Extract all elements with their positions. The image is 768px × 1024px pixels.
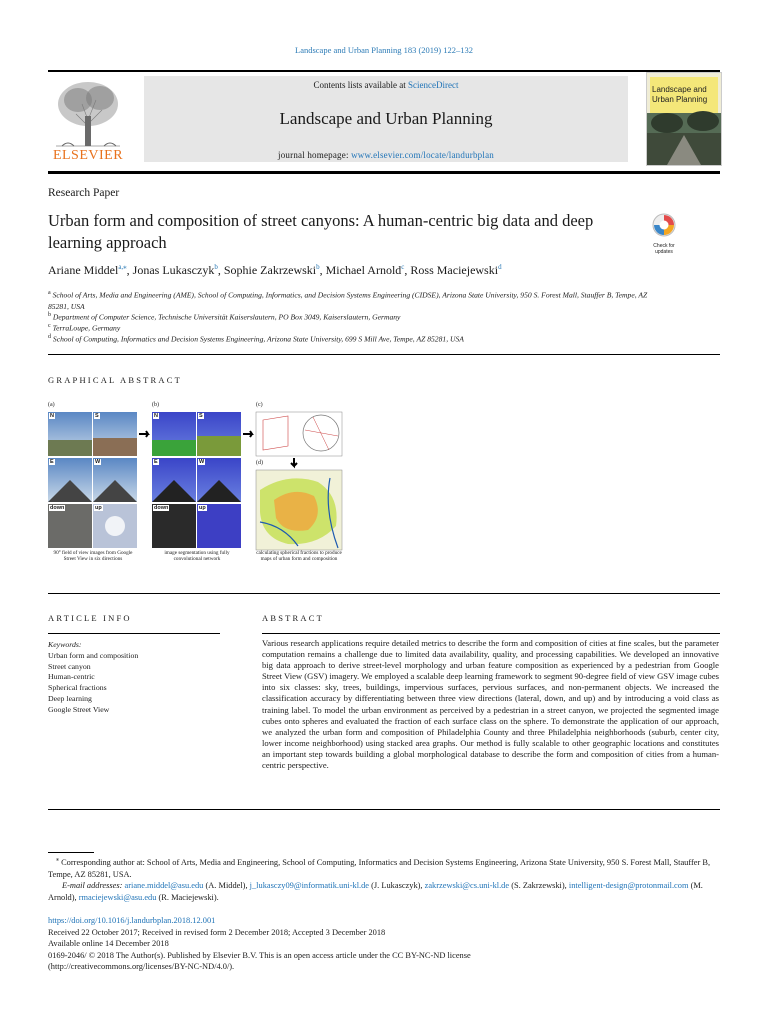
elsevier-logo — [48, 76, 128, 164]
affiliation-marker: d — [48, 334, 51, 340]
author-affiliation-link[interactable]: b — [214, 263, 218, 271]
direction-label: S — [199, 413, 203, 419]
affiliation-text: Department of Computer Science, Technische Universität Kaiserslautern, PO Box 3049, Kaiserslautern, Germany — [51, 312, 401, 322]
header-top-rule — [48, 70, 720, 72]
affiliation — [48, 288, 648, 312]
email-link[interactable]: intelligent-design@protonmail.com — [568, 881, 689, 891]
email-link[interactable]: j_lukasczy09@informatik.uni-kl.de — [249, 881, 370, 891]
arrow-b-c-icon — [243, 431, 252, 437]
author-name: Jonas Lukasczyk — [132, 263, 215, 277]
keywords-label: Keywords: — [48, 640, 82, 649]
email-label: E-mail addresses: — [62, 881, 123, 891]
email-owner: (A. Middel), — [203, 881, 250, 891]
homepage-link[interactable]: www.elsevier.com/locate/landurbplan — [351, 150, 494, 160]
article-type: Research Paper — [48, 187, 120, 199]
keyword[interactable]: Google Street View — [48, 704, 110, 714]
affiliation-marker: b — [48, 312, 51, 318]
keywords-list — [48, 651, 138, 716]
caption-a: 90° field of view images from Google Street View in six directions — [53, 550, 133, 563]
affiliation-text: School of Computing, Informatics and Decision Systems Engineering, Arizona State University, 699 S Mill Ave, Tempe, AZ 85281, USA — [51, 334, 464, 344]
email-link[interactable]: zakrzewski@cs.uni-kl.de — [424, 881, 510, 891]
direction-label: down — [50, 505, 65, 511]
rule-after-abstract — [48, 809, 720, 810]
affiliation-marker: a — [48, 290, 51, 296]
footnote-rule — [48, 852, 94, 853]
panel-label-c: (c) — [256, 402, 263, 408]
author-affiliation-link[interactable]: c — [401, 263, 405, 271]
abstract-heading: ABSTRACT — [262, 613, 324, 623]
publisher-wordmark: ELSEVIER — [52, 148, 124, 163]
journal-banner — [144, 76, 628, 162]
email-owner: (J. Lukasczyk), — [369, 881, 425, 891]
author-affiliation-link[interactable]: a,⁎ — [118, 263, 127, 271]
article-info-heading: ARTICLE INFO — [48, 613, 132, 623]
cover-title: Landscape and Urban Planning — [652, 85, 708, 104]
footnote-marker: ⁎ — [56, 857, 59, 863]
email-link[interactable]: ariane.middel@asu.edu — [124, 881, 204, 891]
direction-label: E — [154, 459, 158, 465]
author-name: Michael Arnold — [325, 263, 402, 277]
author-name: Ariane Middel — [48, 263, 119, 277]
sciencedirect-link[interactable]: ScienceDirect — [408, 80, 459, 90]
corresponding-footnote — [48, 855, 720, 904]
direction-label: W — [95, 459, 101, 465]
affiliation-text: TerraLoupe, Germany — [50, 323, 121, 333]
keyword[interactable]: Urban form and composition — [48, 650, 139, 660]
author-name: Ross Maciejewski — [410, 263, 499, 277]
received-dates: Received 22 October 2017; Received in revised form 2 December 2018; Accepted 3 December 2018 — [48, 927, 386, 937]
author-affiliation-link[interactable]: b — [316, 263, 320, 271]
header-bottom-rule — [48, 171, 720, 174]
contents-line: Contents lists available at ScienceDirect — [313, 80, 459, 90]
corresponding-text: Corresponding author at: School of Arts, Media and Engineering, School of Computing, Informatics and Decision Systems Engineering, Arizona State University, 950 S. Forest Mall, Stauffer B, Tempe, AZ 85281, USA. — [48, 857, 711, 879]
journal-cover — [646, 72, 722, 166]
panel-a-images — [48, 412, 137, 548]
publication-info — [48, 915, 720, 973]
abstract-text: Various research applications require detailed metrics to describe the form and composition of cities at fine scales, but the parameter computation remains a challenge due to limited data availability, quality, and processing capabilities. We developed an innovative big data approach to derive street-level morphology and urban feature composition as experienced by a pedestrian from Google Street View (GSV) imagery. We employed a scalable deep learning framework to segment 90-degree field of view GSV image cubes into six classes: sky, trees, buildings, impervious surfaces, pervious surfaces, and non-permanent objects. We increased the classification accuracy by differentiating between three view directions (lateral, down, and up) and by introducing a void class as training label. To model the urban environment as perceived by a pedestrian in a street canyon, we projected the segmented image cubes onto spheres and evaluated the fraction of each surface class on the sphere. To demonstrate the application of our approach, we analyzed the urban form and composition of Philadelphia County and three Philadelphia neighborhoods (suburb, center city, lower income neighborhood) using stacked area graphs. Our method is fully scalable to other geographic locations and constitutes an important step towards building a global morphological database to describe the form and composition of cities from a human-centric perspective. — [262, 638, 719, 771]
panel-label-b: (b) — [152, 402, 159, 408]
journal-citation[interactable]: Landscape and Urban Planning 183 (2019) 122–132 — [295, 45, 473, 55]
panel-label-a: (a) — [48, 402, 55, 408]
journal-homepage: journal homepage: www.elsevier.com/locate/landurbplan — [278, 150, 494, 160]
direction-label: up — [95, 505, 102, 511]
direction-label: N — [50, 413, 54, 419]
email-owner: (M. Arnold), — [48, 881, 703, 903]
author-name: Sophie Zakrzewski — [223, 263, 317, 277]
arrow-c-d-icon — [291, 458, 297, 466]
caption-d: calculating spherical fractions to produce maps of urban form and composition — [256, 550, 342, 563]
direction-label: W — [199, 459, 205, 465]
affiliation — [48, 332, 648, 345]
keywords-block — [48, 640, 138, 716]
keyword[interactable]: Street canyon — [48, 661, 91, 671]
panel-label-d: (d) — [256, 460, 263, 466]
email-link[interactable]: rmaciejewski@asu.edu — [78, 893, 157, 903]
license-text: 0169-2046/ © 2018 The Author(s). Published by Elsevier B.V. This is an open access article under the CC BY-NC-ND license — [48, 950, 471, 960]
direction-label: N — [154, 413, 158, 419]
direction-label: E — [50, 459, 54, 465]
keyword[interactable]: Spherical fractions — [48, 683, 107, 693]
article-title: Urban form and composition of street canyons: A human-centric big data and deep learning approach — [48, 211, 594, 252]
arrow-a-b-icon — [139, 431, 148, 437]
direction-label: up — [199, 505, 206, 511]
graphical-abstract-heading: GRAPHICAL ABSTRACT — [48, 375, 182, 385]
caption-b: image segmentation using fully convolutional network — [164, 550, 230, 563]
abstract-rule — [262, 633, 720, 634]
journal-title: Landscape and Urban Planning — [279, 109, 493, 128]
graphical-abstract-figure — [48, 400, 348, 575]
rule-after-affiliations — [48, 354, 720, 355]
crossmark-label: Check for updates — [653, 243, 675, 255]
crossmark-button[interactable] — [646, 212, 682, 255]
article-info-rule — [48, 633, 220, 634]
pipeline-figure — [48, 400, 348, 575]
available-online: Available online 14 December 2018 — [48, 939, 169, 948]
direction-label: down — [154, 505, 169, 511]
keyword[interactable]: Human-centric — [48, 672, 95, 682]
keyword[interactable]: Deep learning — [48, 693, 92, 703]
email-owner: (S. Zakrzewski), — [509, 881, 569, 891]
affiliation-text: School of Arts, Media and Engineering (AME), School of Computing, Informatics, and Decision Systems Engineering (CIDSE), Arizona State University, 950 S. Forest Mall, Stauffer B, Tempe, AZ 85281, USA — [48, 290, 648, 311]
author-affiliation-link[interactable]: d — [498, 263, 502, 271]
email-owner: (R. Maciejewski). — [156, 893, 219, 903]
panel-b-segmented — [152, 412, 241, 548]
crossmark-icon — [646, 212, 682, 238]
affiliation-marker: c — [48, 323, 51, 329]
rule-after-graphical-abstract — [48, 593, 720, 594]
author-list: Ariane Middel$^{a,⁎}$, Jonas Lukasczyk$^b$, Sophie Zakrzewski$^b$, Michael Arnold$^c$, Ross Maciejewski$^d$ — [48, 263, 502, 277]
doi-link[interactable]: https://doi.org/10.1016/j.landurbplan.2018.12.001 — [48, 916, 216, 925]
direction-label: S — [95, 413, 99, 419]
license-url[interactable]: (http://creativecommons.org/licenses/BY-NC-ND/4.0/). — [48, 962, 235, 971]
